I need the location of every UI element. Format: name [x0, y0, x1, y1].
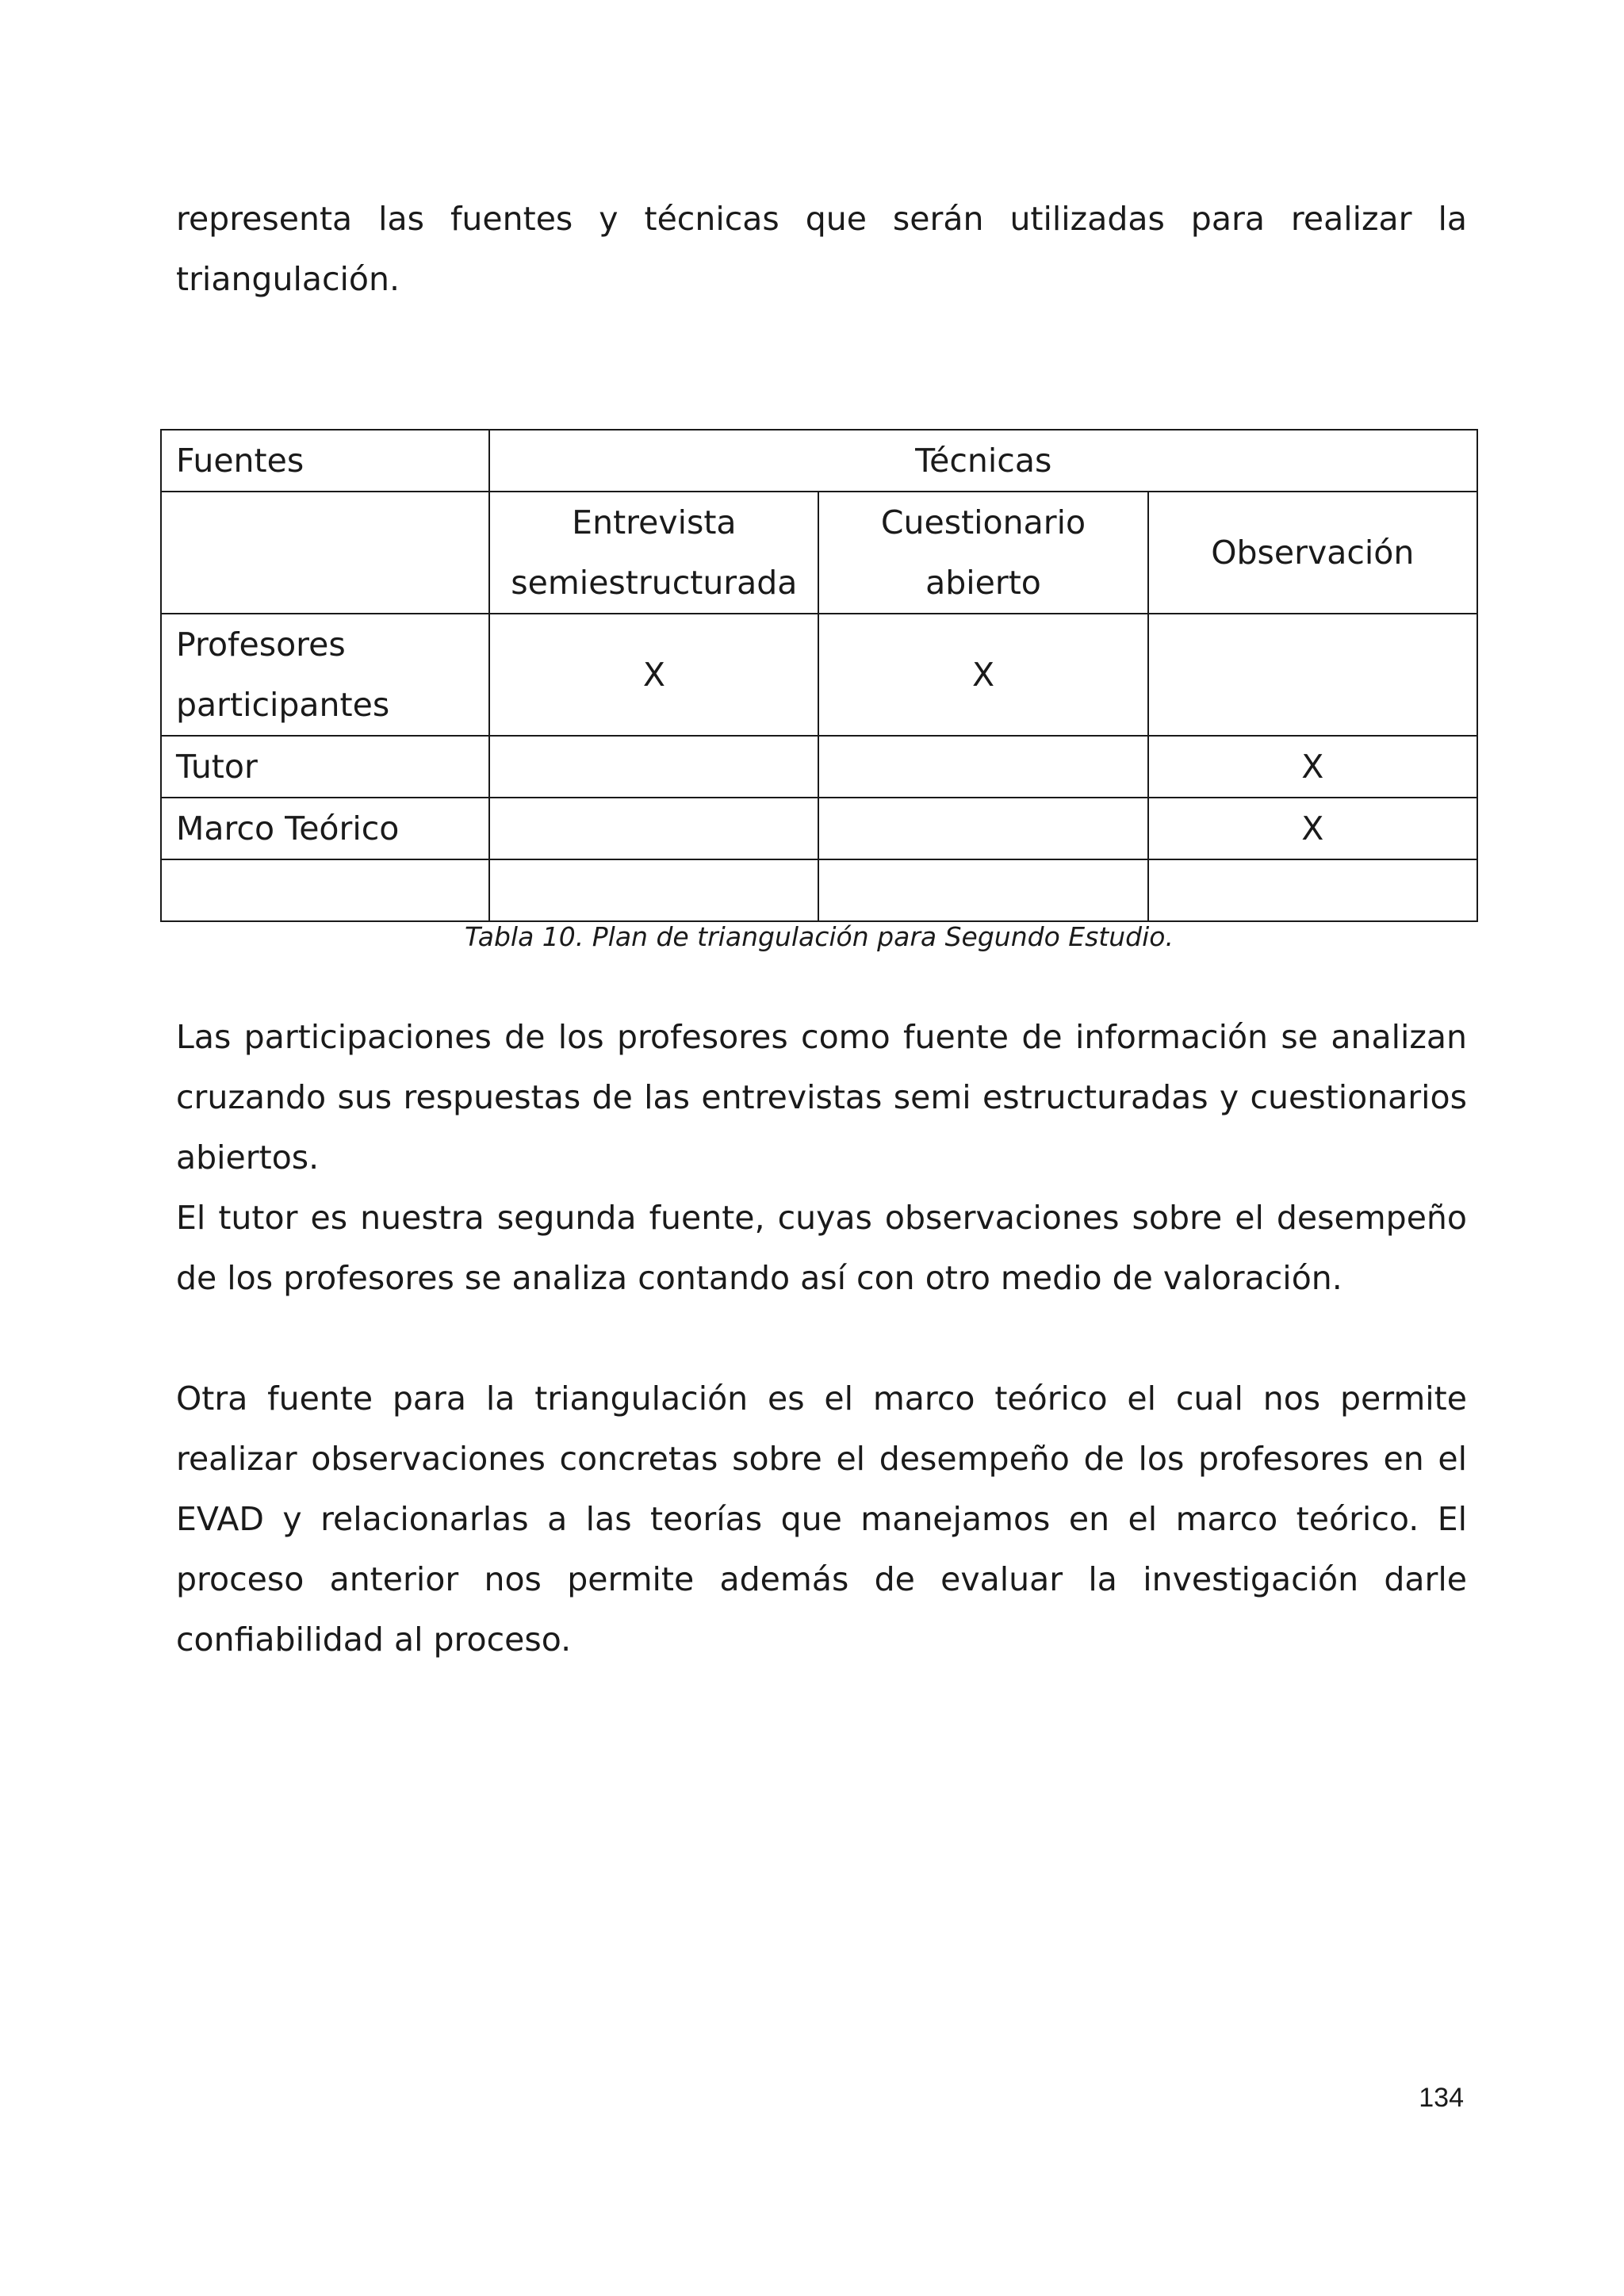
table-row [161, 736, 1477, 798]
table-row [161, 798, 1477, 859]
intro-paragraph: representa las fuentes y técnicas que serán utilizadas para realizar la triangulación. [176, 200, 1467, 298]
technique-questionnaire-cell [818, 492, 1147, 614]
page-number: 134 [1419, 2083, 1464, 2113]
interview-mark-cell: X [489, 614, 818, 736]
body-paragraph: El tutor es nuestra segunda fuente, cuyas observaciones sobre el desempeño de los profesores se analiza contando así con otro medio de valoración. [176, 1199, 1467, 1297]
table-header-row [161, 430, 1477, 492]
technique-questionnaire-line2: abierto [925, 564, 1041, 602]
source-cell: Tutor [161, 736, 489, 798]
questionnaire-mark-cell [818, 736, 1147, 798]
body-paragraph: Las participaciones de los profesores como fuente de información se analizan cruzando sus respuestas de las entrevistas semi estructuradas y cuestionarios abiertos. [176, 1018, 1467, 1177]
observation-mark-cell: X [1148, 798, 1477, 859]
source-cell: Profesores participantes [161, 614, 489, 736]
interview-mark-cell [489, 736, 818, 798]
table-row [161, 859, 1477, 921]
observation-mark-cell [1148, 859, 1477, 921]
technique-observation-cell: Observación [1148, 492, 1477, 614]
source-cell [161, 859, 489, 921]
technique-interview-line2: semiestructurada [511, 564, 798, 602]
header-sources-cell: Fuentes [161, 430, 489, 492]
source-cell: Marco Teórico [161, 798, 489, 859]
questionnaire-mark-cell: X [818, 614, 1147, 736]
triangulation-table [160, 429, 1478, 922]
body-paragraph: Otra fuente para la triangulación es el marco teórico el cual nos permite realizar observaciones concretas sobre el desempeño de los profesores en el EVAD y relacionarlas a las teorías que manejamos en el marco teórico. El proceso anterior nos permite además de evaluar la investigación darle confiabilidad al proceso. [176, 1380, 1467, 1659]
interview-mark-cell [489, 859, 818, 921]
questionnaire-mark-cell [818, 798, 1147, 859]
technique-questionnaire-line1: Cuestionario [880, 503, 1086, 541]
technique-interview-cell [489, 492, 818, 614]
questionnaire-mark-cell [818, 859, 1147, 921]
table-row [161, 614, 1477, 736]
subheader-empty-cell [161, 492, 489, 614]
interview-mark-cell [489, 798, 818, 859]
header-techniques-cell: Técnicas [489, 430, 1477, 492]
table-caption: Tabla 10. Plan de triangulación para Segundo Estudio. [465, 921, 1174, 952]
observation-mark-cell: X [1148, 736, 1477, 798]
table-subheader-row [161, 492, 1477, 614]
observation-mark-cell [1148, 614, 1477, 736]
technique-interview-line1: Entrevista [572, 503, 737, 541]
